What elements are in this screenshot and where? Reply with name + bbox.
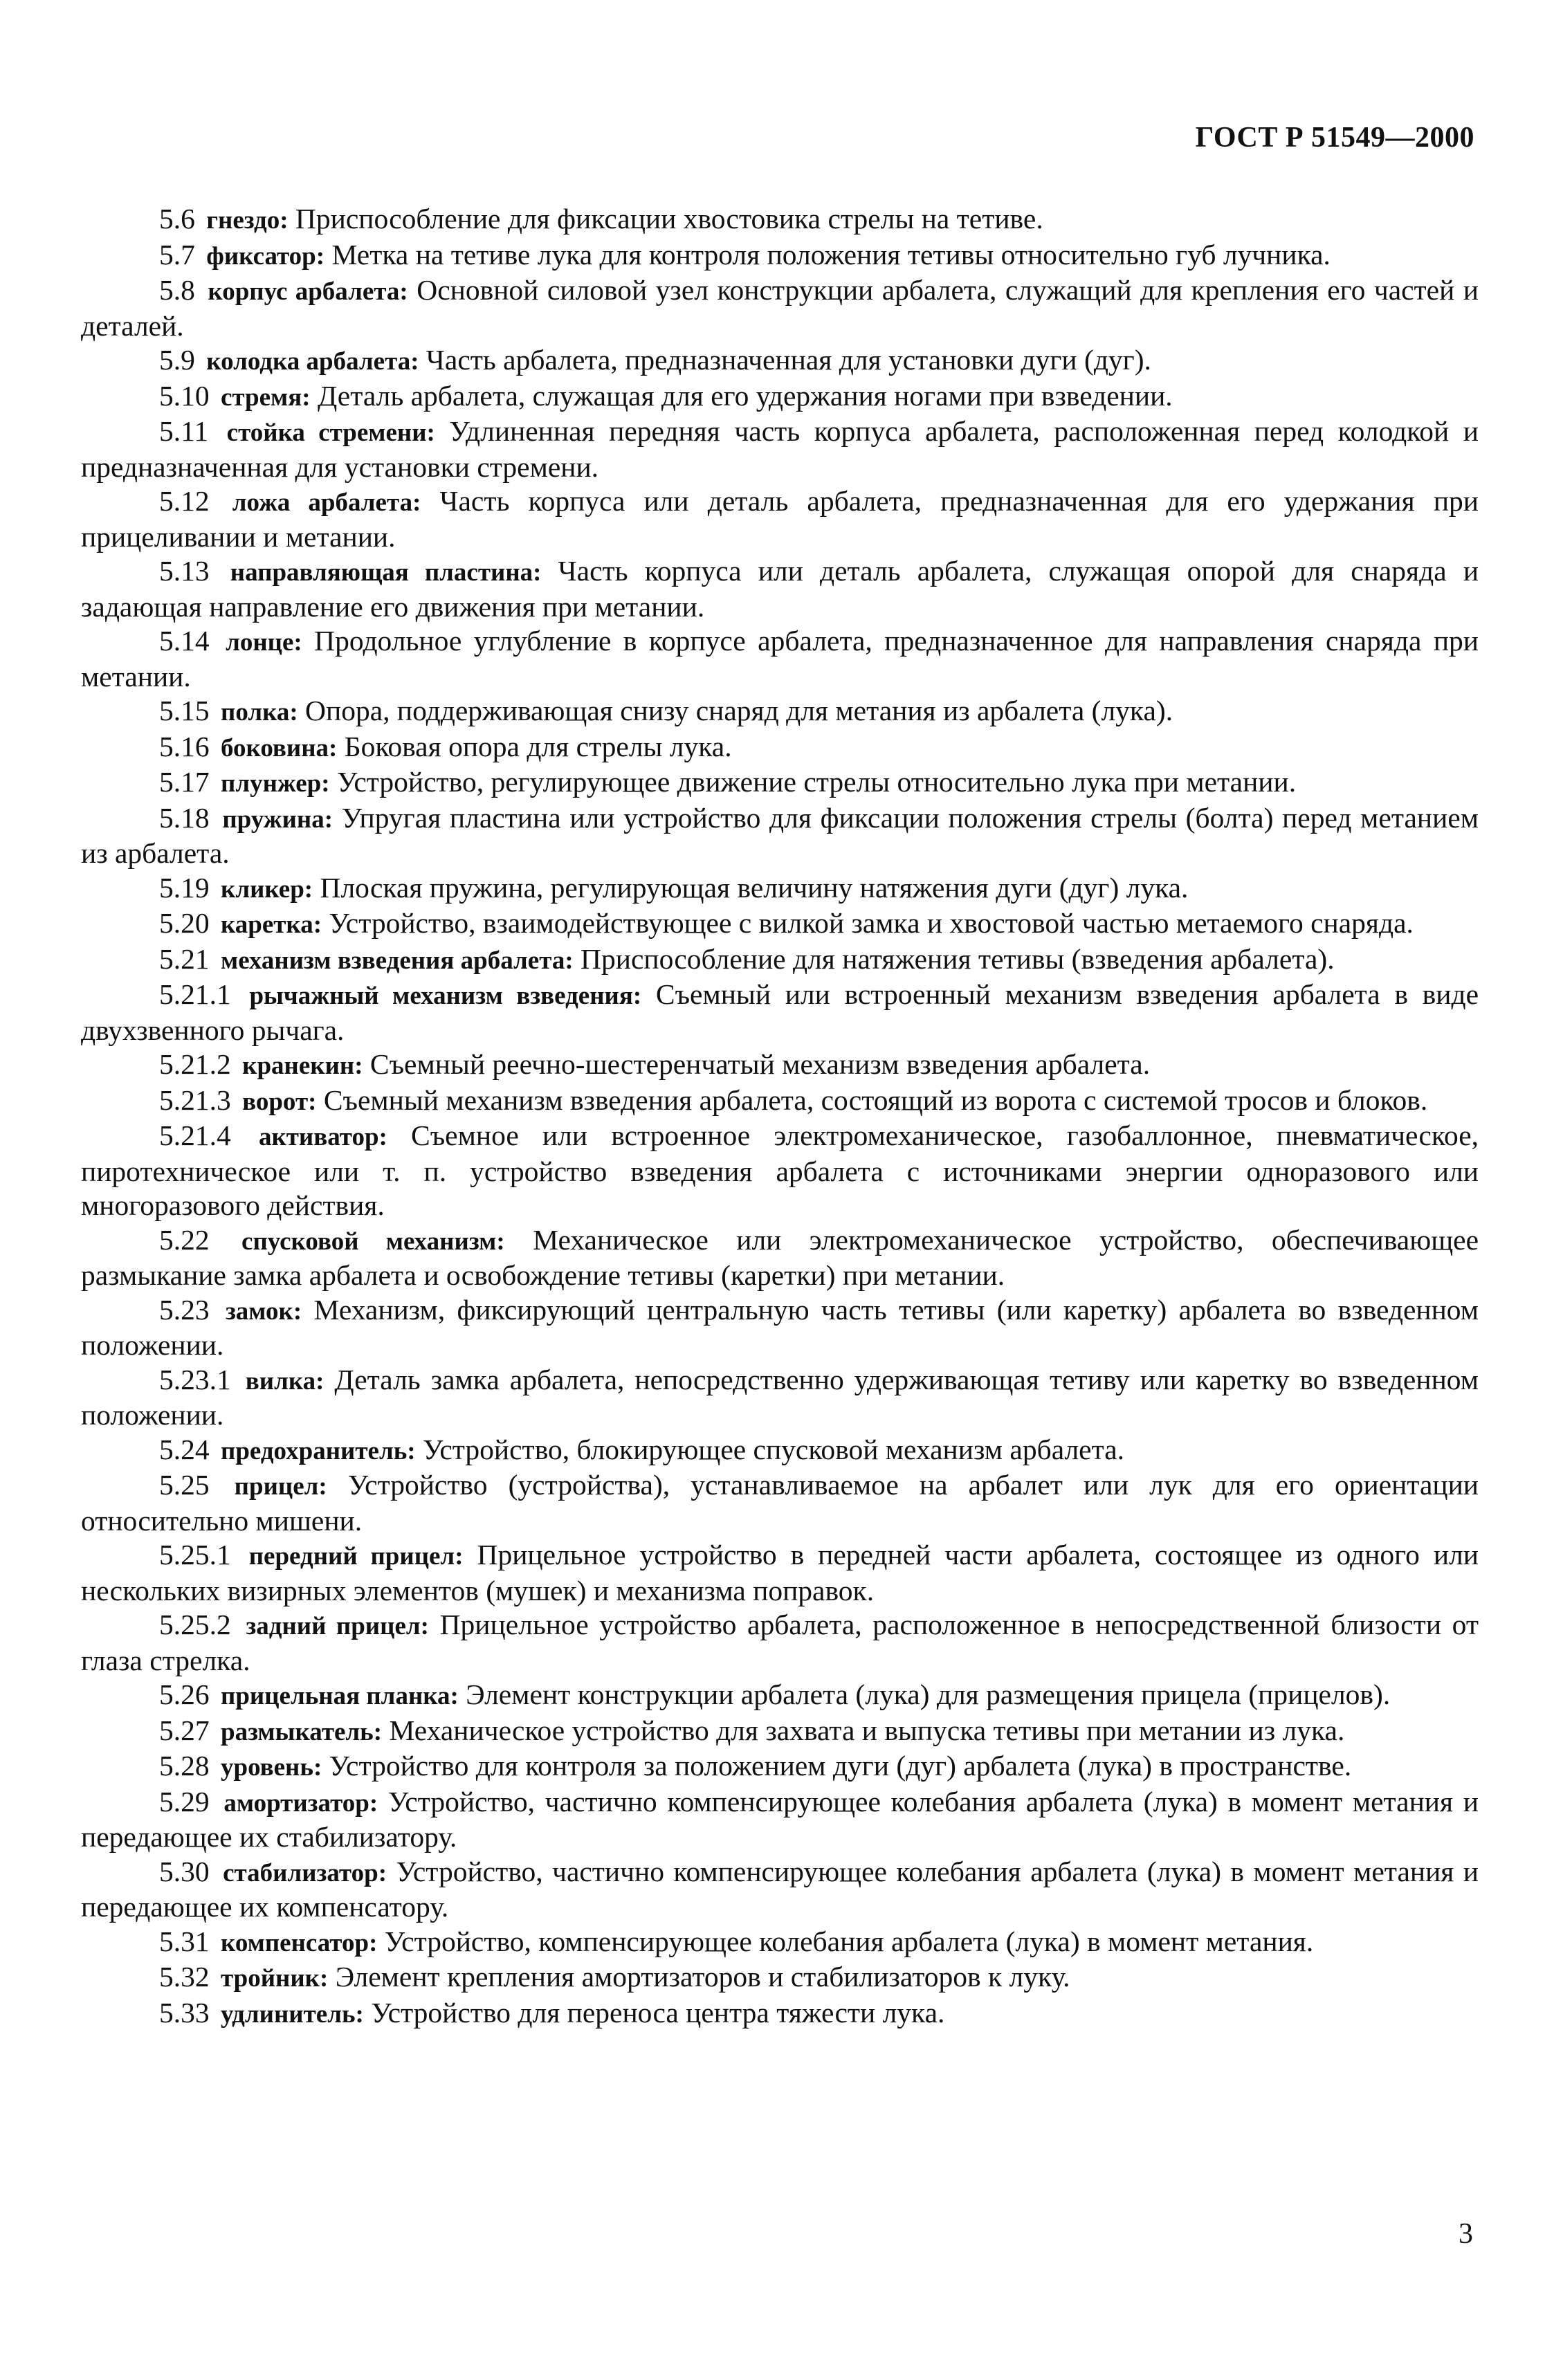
entry-text: Боковая опора для стрелы лука. bbox=[344, 730, 732, 762]
entry-term: компенсатор: bbox=[221, 1928, 378, 1957]
entry-number: 5.27 bbox=[159, 1714, 210, 1746]
definition-entry bbox=[81, 1960, 1479, 1996]
entry-number: 5.11 bbox=[159, 415, 209, 447]
entry-term: прицельная планка: bbox=[221, 1682, 459, 1710]
entry-text: Устройство, компенсирующее колебания арбалета (лука) в момент метания. bbox=[384, 1925, 1314, 1957]
definition-entry bbox=[81, 414, 1479, 484]
entry-term: передний прицел: bbox=[248, 1542, 464, 1571]
entry-term: колодка арбалета: bbox=[206, 347, 419, 376]
entry-term: прицел: bbox=[234, 1472, 327, 1501]
entry-text: Продольное углубление в корпусе арбалета, предназначенное для направления снаряда при метании. bbox=[81, 625, 1479, 693]
entry-text: Устройство (устройства), устанавливаемое на арбалет или лук для его ориентации относительно мишени. bbox=[81, 1469, 1479, 1537]
definition-entry bbox=[81, 1996, 1479, 2032]
entry-number: 5.24 bbox=[159, 1433, 210, 1465]
entry-term: гнездо: bbox=[206, 206, 289, 235]
entry-term: плунжер: bbox=[221, 769, 330, 798]
definition-entry bbox=[81, 1363, 1479, 1433]
definition-entry bbox=[81, 1538, 1479, 1608]
definition-entry bbox=[81, 1083, 1479, 1119]
entry-term: замок: bbox=[225, 1297, 302, 1326]
entry-text: Основной силовой узел конструкции арбалета, служащий для крепления его частей и деталей. bbox=[81, 274, 1479, 342]
entry-text: Устройство для переноса центра тяжести лука. bbox=[371, 1996, 945, 2029]
entry-text: Приспособление для фиксации хвостовика стрелы на тетиве. bbox=[295, 203, 1043, 235]
definition-entry bbox=[81, 1714, 1479, 1750]
definition-entry bbox=[81, 238, 1479, 274]
definition-entry bbox=[81, 694, 1479, 730]
entry-number: 5.31 bbox=[159, 1925, 210, 1957]
entry-number: 5.21.3 bbox=[159, 1083, 231, 1116]
entry-number: 5.21.4 bbox=[159, 1119, 231, 1151]
entry-number: 5.25.1 bbox=[159, 1539, 231, 1571]
entry-term: предохранитель: bbox=[221, 1436, 416, 1465]
definition-entry bbox=[81, 801, 1479, 871]
entry-term: стойка стремени: bbox=[226, 419, 435, 447]
definition-entry bbox=[81, 202, 1479, 238]
entry-text: Устройство, регулирующее движение стрелы относительно лука при метании. bbox=[336, 766, 1297, 798]
entry-number: 5.9 bbox=[159, 344, 195, 376]
entry-number: 5.21.2 bbox=[159, 1048, 231, 1080]
entry-text: Элемент конструкции арбалета (лука) для размещения прицела (прицелов). bbox=[466, 1678, 1391, 1710]
entry-text: Механическое устройство для захвата и выпуска тетивы при метании из лука. bbox=[389, 1714, 1345, 1746]
entry-number: 5.17 bbox=[159, 766, 210, 798]
entry-text: Устройство для контроля за положением дуги (дуг) арбалета (лука) в пространстве. bbox=[329, 1750, 1352, 1782]
entry-number: 5.25 bbox=[159, 1469, 210, 1501]
definition-entry bbox=[81, 1749, 1479, 1785]
entry-number: 5.22 bbox=[159, 1223, 210, 1256]
definition-entry bbox=[81, 1855, 1479, 1925]
entry-number: 5.29 bbox=[159, 1785, 210, 1818]
entry-text: Упругая пластина или устройство для фиксации положения стрелы (болта) перед метанием из арбалета. bbox=[81, 801, 1479, 869]
entry-term: каретка: bbox=[221, 910, 322, 939]
definition-entry bbox=[81, 1433, 1479, 1469]
definition-entry bbox=[81, 624, 1479, 694]
entry-number: 5.10 bbox=[159, 379, 210, 412]
entry-text: Механизм, фиксирующий центральную часть тетивы (или каретку) арбалета во взведенном положении. bbox=[81, 1293, 1479, 1361]
definition-entry bbox=[81, 1047, 1479, 1083]
entry-term: тройник: bbox=[221, 1964, 329, 1993]
entry-number: 5.14 bbox=[159, 625, 210, 657]
entry-term: лонце: bbox=[226, 628, 302, 657]
entry-text: Съемный механизм взведения арбалета, состоящий из ворота с системой тросов и блоков. bbox=[323, 1083, 1428, 1116]
entry-term: кликер: bbox=[221, 875, 313, 904]
definition-entry bbox=[81, 978, 1479, 1047]
entry-number: 5.12 bbox=[159, 485, 210, 517]
entry-number: 5.23.1 bbox=[159, 1363, 231, 1395]
entry-term: стабилизатор: bbox=[223, 1858, 387, 1887]
entry-text: Съемный реечно-шестеренчатый механизм взведения арбалета. bbox=[369, 1048, 1151, 1080]
entry-number: 5.19 bbox=[159, 871, 210, 904]
entry-text: Метка на тетиве лука для контроля положения тетивы относительно губ лучника. bbox=[331, 238, 1331, 271]
entry-number: 5.26 bbox=[159, 1678, 210, 1710]
definition-entry bbox=[81, 379, 1479, 415]
page-number: 3 bbox=[1459, 2218, 1473, 2250]
entry-term: амортизатор: bbox=[223, 1788, 378, 1818]
definition-entry bbox=[81, 1785, 1479, 1855]
entry-term: фиксатор: bbox=[206, 241, 325, 271]
entry-number: 5.21.1 bbox=[159, 978, 231, 1010]
definition-entry bbox=[81, 1119, 1479, 1223]
entry-term: спусковой механизм: bbox=[241, 1227, 505, 1256]
definition-entry bbox=[81, 1293, 1479, 1363]
definition-entry bbox=[81, 765, 1479, 801]
standard-header: ГОСТ Р 51549—2000 bbox=[1195, 122, 1474, 154]
entry-text: Прицельное устройство в передней части арбалета, состоящее из одного или нескольких визирных элементов (мушек) и механизма поправок. bbox=[81, 1539, 1479, 1606]
entry-number: 5.18 bbox=[159, 801, 210, 834]
entry-text: Съемное или встроенное электромеханическое, газобаллонное, пневматическое, пиротехническое или т. п. устройство взведения арбалета с источниками энергии одноразового или многоразового действия. bbox=[81, 1119, 1479, 1221]
entry-number: 5.30 bbox=[159, 1855, 210, 1887]
entry-term: рычажный механизм взведения: bbox=[249, 982, 642, 1010]
definition-entry bbox=[81, 1468, 1479, 1538]
entry-term: ложа арбалета: bbox=[232, 488, 421, 517]
entry-number: 5.28 bbox=[159, 1750, 210, 1782]
entry-term: удлинитель: bbox=[221, 1999, 364, 2029]
definition-entry bbox=[81, 554, 1479, 624]
entry-term: ворот: bbox=[242, 1087, 317, 1116]
entry-text: Механическое или электромеханическое устройство, обеспечивающее размыкание замка арбалета и освобождение тетивы (каретки) при метании. bbox=[81, 1223, 1479, 1291]
entry-number: 5.16 bbox=[159, 730, 210, 762]
entry-number: 5.8 bbox=[159, 274, 195, 306]
entry-text: Приспособление для натяжения тетивы (взведения арбалета). bbox=[581, 942, 1335, 975]
entry-number: 5.13 bbox=[159, 555, 210, 587]
entry-text: Плоская пружина, регулирующая величину натяжения дуги (дуг) лука. bbox=[320, 871, 1189, 904]
entry-term: активатор: bbox=[258, 1123, 387, 1151]
entry-term: вилка: bbox=[245, 1366, 325, 1395]
entry-text: Съемный или встроенный механизм взведения арбалета в виде двухзвенного рычага. bbox=[81, 978, 1479, 1046]
entry-number: 5.25.2 bbox=[159, 1609, 231, 1640]
entry-text: Устройство, частично компенсирующее колебания арбалета (лука) в момент метания и передающее их компенсатору. bbox=[81, 1855, 1479, 1923]
entry-number: 5.32 bbox=[159, 1961, 210, 1993]
entry-text: Часть корпуса или деталь арбалета, служащая опорой для снаряда и задающая направление его движения при метании. bbox=[81, 555, 1479, 623]
entry-number: 5.7 bbox=[159, 238, 195, 271]
entry-number: 5.6 bbox=[159, 203, 195, 235]
definition-entry bbox=[81, 1678, 1479, 1714]
definition-entry bbox=[81, 942, 1479, 978]
entry-term: стремя: bbox=[221, 383, 311, 412]
entry-number: 5.15 bbox=[159, 695, 210, 726]
entry-text: Элемент крепления амортизаторов и стабилизаторов к луку. bbox=[335, 1961, 1070, 1993]
definition-entry bbox=[81, 484, 1479, 554]
definition-entry bbox=[81, 906, 1479, 942]
definition-entry bbox=[81, 730, 1479, 766]
entry-text: Часть арбалета, предназначенная для установки дуги (дуг). bbox=[426, 344, 1151, 376]
entry-term: размыкатель: bbox=[221, 1717, 383, 1746]
entry-text: Опора, поддерживающая снизу снаряд для метания из арбалета (лука). bbox=[305, 695, 1173, 726]
entry-term: уровень: bbox=[221, 1753, 322, 1782]
definition-entry bbox=[81, 1925, 1479, 1961]
entry-text: Устройство, взаимодействующее с вилкой замка и хвостовой частью метаемого снаряда. bbox=[329, 907, 1414, 939]
definition-entry bbox=[81, 273, 1479, 343]
entry-term: кранекин: bbox=[242, 1052, 363, 1080]
entry-number: 5.23 bbox=[159, 1293, 210, 1326]
entry-term: задний прицел: bbox=[246, 1612, 429, 1640]
entry-number: 5.20 bbox=[159, 907, 210, 939]
definitions-list bbox=[81, 202, 1479, 2031]
entry-term: боковина: bbox=[221, 733, 338, 762]
entry-term: механизм взведения арбалета: bbox=[221, 946, 574, 975]
entry-term: полка: bbox=[221, 698, 298, 726]
definition-entry bbox=[81, 871, 1479, 907]
entry-term: пружина: bbox=[222, 805, 333, 834]
definition-entry bbox=[81, 1223, 1479, 1293]
entry-text: Устройство, блокирующее спусковой механизм арбалета. bbox=[422, 1433, 1125, 1465]
definition-entry bbox=[81, 343, 1479, 379]
entry-number: 5.33 bbox=[159, 1996, 210, 2029]
entry-text: Удлиненная передняя часть корпуса арбалета, расположенная перед колодкой и предназначенная для установки стремени. bbox=[81, 415, 1479, 483]
definition-entry bbox=[81, 1608, 1479, 1678]
entry-text: Устройство, частично компенсирующее колебания арбалета (лука) в момент метания и передающее их стабилизатору. bbox=[81, 1785, 1479, 1853]
entry-text: Деталь замка арбалета, непосредственно удерживающая тетиву или каретку во взведенном положении. bbox=[81, 1363, 1479, 1431]
entry-number: 5.21 bbox=[159, 942, 210, 975]
entry-text: Деталь арбалета, служащая для его удержания ногами при взведении. bbox=[317, 379, 1173, 412]
entry-term: направляющая пластина: bbox=[230, 558, 542, 587]
entry-text: Часть корпуса или деталь арбалета, предназначенная для его удержания при прицеливании и метании. bbox=[81, 485, 1479, 553]
entry-text: Прицельное устройство арбалета, расположенное в непосредственной близости от глаза стрелка. bbox=[81, 1609, 1479, 1676]
entry-term: корпус арбалета: bbox=[208, 277, 408, 306]
